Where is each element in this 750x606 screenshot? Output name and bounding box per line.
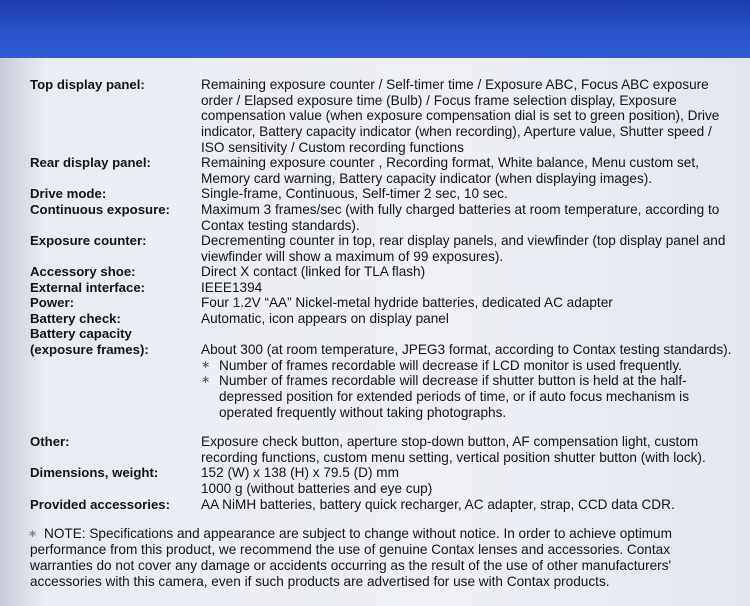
spec-value: About 300 (at room temperature, JPEG3 format, according to Contax testing standards).: [201, 342, 732, 357]
spec-value: Remaining exposure counter , Recording format, White balance, Menu custom set, Memory card warning, Battery capacity indicator (when displaying images).: [201, 155, 699, 186]
spec-value: Maximum 3 frames/sec (with fully charged batteries at room temperature, according to Contax testing standards).: [201, 202, 720, 233]
spec-value-block: [201, 342, 736, 421]
spec-label: Provided accessories:: [30, 497, 171, 512]
spec-label: Top display panel:: [30, 77, 145, 92]
header-band: [0, 0, 750, 58]
spec-value: Direct X contact (linked for TLA flash): [201, 264, 426, 279]
spec-value: Four 1.2V “AA” Nickel-metal hydride batteries, dedicated AC adapter: [201, 295, 613, 310]
spec-label: Power:: [30, 295, 74, 310]
spec-value: Decrementing counter in top, rear display panels, and viewfinder (top display panel and viewfinder will show a maximum of 99 exposures).: [201, 233, 726, 264]
spec-value: AA NiMH batteries, battery quick recharger, AC adapter, strap, CCD data CDR.: [201, 497, 675, 512]
spec-value: Exposure check button, aperture stop-down button, AF compensation light, custom recording functions, custom menu setting, vertical position shutter button (with lock).: [201, 434, 706, 465]
spec-value: 152 (W) x 138 (H) x 79.5 (D) mm: [201, 465, 399, 480]
spec-value: Remaining exposure counter / Self-timer time / Exposure ABC, Focus ABC exposure order / Elapsed exposure time (Bulb) / Focus frame selection display, Exposure compensation value (when exposure compensation dial is set to green position), Drive indicator, Battery capacity indicator (when recording), Aperture value, Shutter speed / ISO sensitivity / Custom recording functions: [201, 77, 720, 155]
spec-value: Automatic, icon appears on display panel: [201, 311, 449, 326]
spec-label: Accessory shoe:: [30, 264, 136, 279]
spec-label: Exposure counter:: [30, 233, 147, 248]
note-text: Number of frames recordable will decrease if shutter button is held at the half-depressed position for extended periods of time, or if auto focus mechanism is operated frequently without taking photographs.: [219, 373, 689, 420]
spec-label: Battery capacity (exposure frames):: [30, 326, 149, 357]
disclaimer-note: [30, 526, 730, 590]
spec-label: External interface:: [30, 280, 146, 295]
asterisk-icon: ∗: [28, 528, 38, 540]
note-text: NOTE: Specifications and appearance are subject to change without notice. In order to achieve optimum performance from this product, we recommend the use of genuine Contax lenses and accessories. Contax warranties do not cover any damage or accidents occurring as the result of the use of other manufacturers' accessories with this camera, even if such products are advertised for use with Contax products.: [30, 526, 672, 589]
spec-value-block: [201, 465, 736, 496]
spec-label: Rear display panel:: [30, 155, 151, 170]
spec-page: [0, 58, 750, 606]
list-item: [201, 358, 736, 374]
spec-label: Other:: [30, 434, 70, 449]
spec-value: IEEE1394: [201, 280, 263, 295]
spec-label: Battery check:: [30, 311, 121, 326]
spec-value: 1000 g (without batteries and eye cup): [201, 480, 433, 496]
spec-label: Drive mode:: [30, 186, 107, 201]
spec-label: Continuous exposure:: [30, 202, 170, 217]
asterisk-icon: ∗: [201, 358, 211, 371]
note-text: Number of frames recordable will decrease if LCD monitor is used frequently.: [219, 357, 682, 373]
spec-value: Single-frame, Continuous, Self-timer 2 sec, 10 sec.: [201, 186, 508, 201]
spec-notes: [201, 358, 736, 421]
asterisk-icon: ∗: [201, 374, 211, 387]
list-item: [201, 373, 736, 420]
spec-label: Dimensions, weight:: [30, 465, 159, 480]
